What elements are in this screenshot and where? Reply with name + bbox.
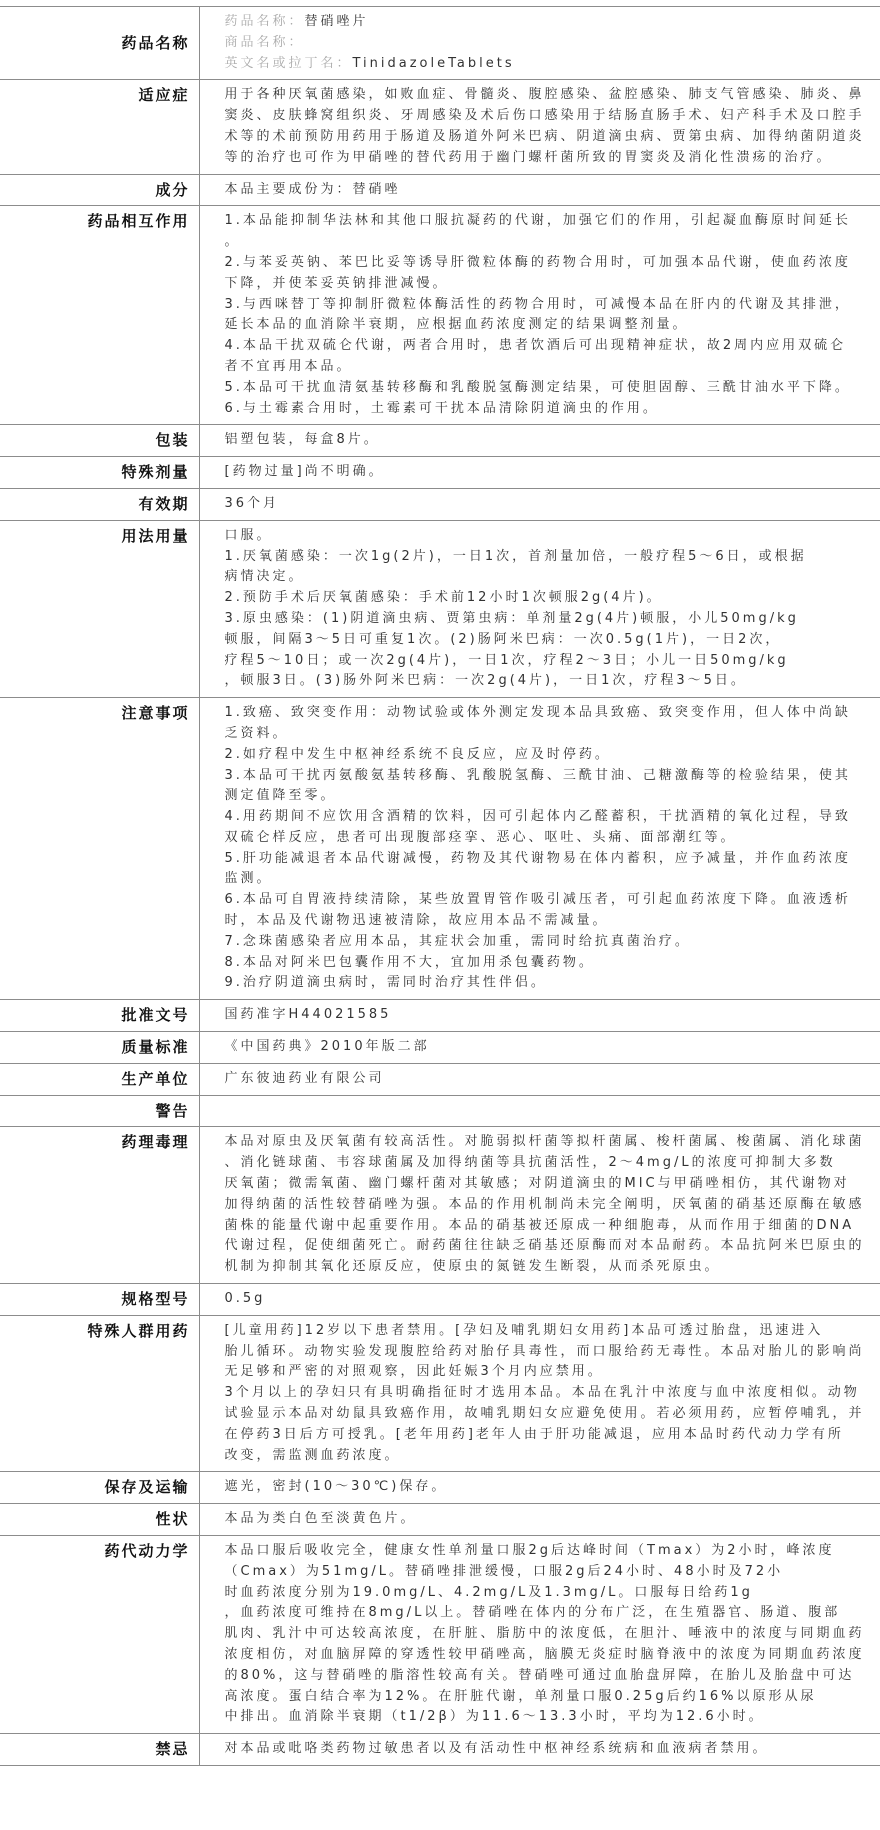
spec-row <box>0 1284 880 1316</box>
row-value <box>199 457 880 489</box>
spec-row <box>0 1315 880 1472</box>
spec-row <box>0 1472 880 1504</box>
spec-row <box>0 1000 880 1032</box>
row-value <box>199 1095 880 1127</box>
row-label: 性状 <box>0 1504 199 1536</box>
row-label: 特殊人群用药 <box>0 1315 199 1472</box>
text-line: 《中国药典》2010年版二部 <box>224 1039 430 1055</box>
text-line: 7.念珠菌感染者应用本品，其症状会加重，需同时给抗真菌治疗。 <box>224 933 691 949</box>
row-value <box>199 1504 880 1536</box>
row-label: 适应症 <box>0 80 199 174</box>
text-line: 者不宜再用本品。 <box>224 358 353 374</box>
spec-row <box>0 457 880 489</box>
text-line: 、消化链球菌、韦容球菌属及加得纳菌等具抗菌活性，2～4mg/L的浓度可抑制大多数 <box>224 1155 836 1171</box>
text-line: 2.如疗程中发生中枢神经系统不良反应，应及时停药。 <box>224 746 611 762</box>
text-line: 9.治疗阴道滴虫病时，需同时治疗其性伴侣。 <box>224 975 547 991</box>
text-line: 3.原虫感染：(1)阴道滴虫病、贾第虫病：单剂量2g(4片)顿服，小儿50mg/kg <box>224 610 799 626</box>
spec-row-drug-name <box>0 7 880 80</box>
spec-row <box>0 1032 880 1064</box>
row-label: 警告 <box>0 1095 199 1127</box>
text-line: 监测。 <box>224 871 273 887</box>
field-key: 药品名称： <box>224 14 305 29</box>
text-line: 改变，需监测血药浓度。 <box>224 1447 401 1463</box>
text-line: [药物过量]尚不明确。 <box>224 464 385 480</box>
row-label: 保存及运输 <box>0 1472 199 1504</box>
row-label: 药理毒理 <box>0 1127 199 1284</box>
spec-row <box>0 488 880 520</box>
text-line: 1.厌氧菌感染：一次1g(2片)，一日1次，首剂量加倍，一般疗程5～6日，或根据 <box>224 548 807 564</box>
text-line: 中排出。血消除半衰期（t1/2β）为11.6～13.3小时，平均为12.6小时。 <box>224 1709 765 1725</box>
row-label: 成分 <box>0 174 199 206</box>
text-line: 。 <box>224 234 241 250</box>
spec-row <box>0 1536 880 1734</box>
text-line: 2.预防手术后厌氧菌感染：手术前12小时1次顿服2g(4片)。 <box>224 590 663 606</box>
text-line: 双硫仑样反应，患者可出现腹部痉挛、恶心、呕吐、头痛、面部潮红等。 <box>224 829 737 845</box>
drug-spec-table <box>0 6 880 1766</box>
row-value <box>199 1127 880 1284</box>
text-line: 3个月以上的孕妇只有具明确指征时才选用本品。本品在乳汁中浓度与血中浓度相似。动物 <box>224 1385 860 1401</box>
text-line: 的80%，这与替硝唑的脂溶性较高有关。替硝唑可通过血胎盘屏障，在胎儿及胎盘中可达 <box>224 1667 855 1683</box>
field-key: 英文名或拉丁名： <box>224 55 353 71</box>
text-line: 顿服，间隔3～5日可重复1次。(2)肠阿米巴病：一次0.5g(1片)，一日2次， <box>224 631 782 647</box>
row-label: 特殊剂量 <box>0 457 199 489</box>
spec-row <box>0 174 880 206</box>
text-line: 6.本品可自胃液持续清除，某些放置胃管作吸引减压者，可引起血药浓度下降。血液透析 <box>224 892 851 908</box>
row-value <box>199 488 880 520</box>
text-line: 1.致癌、致突变作用：动物试验或体外测定发现本品具致癌、致突变作用，但人体中尚缺 <box>224 705 851 721</box>
text-line: 3.与西咪替丁等抑制肝微粒体酶活性的药物合用时，可减慢本品在肝内的代谢及其排泄， <box>224 296 851 312</box>
text-line: 在停药3日后方可授乳。[老年用药]老年人由于肝功能减退，应用本品时药代动力学有所 <box>224 1426 844 1442</box>
text-line: 本品主要成份为：替硝唑 <box>224 181 401 197</box>
name-field-english <box>225 54 880 75</box>
text-line: 2.与苯妥英钠、苯巴比妥等诱导肝微粒体酶的药物合用时，可加强本品代谢，使血药浓度 <box>224 254 851 270</box>
spec-row <box>0 1734 880 1766</box>
spec-row <box>0 80 880 174</box>
text-line: 4.本品干扰双硫仑代谢，两者合用时，患者饮酒后可出现精神症状，故2周内应用双硫仑 <box>224 338 847 354</box>
text-line: 病情决定。 <box>224 569 305 585</box>
text-line: 试验显示本品对幼鼠具致癌作用，故哺乳期妇女应避免使用。若必须用药，应暂停哺乳，并 <box>224 1406 865 1422</box>
row-label: 药品相互作用 <box>0 206 199 425</box>
text-line: 疗程5～10日；或一次2g(4片)，一日1次，疗程2～3日；小儿一日50mg/kg <box>224 652 789 668</box>
row-value <box>199 698 880 1000</box>
text-line: 胎儿循环。动物实验发现腹腔给药对胎仔具毒性，而口服给药无毒性。本品对胎儿的影响尚 <box>224 1343 865 1359</box>
text-line: 代谢过程，促使细菌死亡。耐药菌往往缺乏硝基还原酶而对本品耐药。本品抗阿米巴原虫的 <box>224 1238 865 1254</box>
text-line: 机制为抑制其氧化还原反应，使原虫的氮链发生断裂，从而杀死原虫。 <box>224 1259 721 1275</box>
text-line: 本品为类白色至淡黄色片。 <box>224 1511 417 1527</box>
text-line: 乏资料。 <box>224 725 289 741</box>
row-value <box>199 1032 880 1064</box>
field-value: TinidazoleTablets <box>352 55 515 71</box>
row-value <box>199 80 880 174</box>
text-line: 高浓度。蛋白结合率为12%。在肝脏代谢，单剂量口服0.25g后约16%以原形从尿 <box>224 1688 817 1704</box>
text-line: ，血药浓度可维持在8mg/L以上。替硝唑在体内的分布广泛，在生殖器官、肠道、腹部 <box>224 1605 841 1621</box>
text-line: 肌肉、乳汁中可达较高浓度，在肝脏、脂肪中的浓度低，在胆汁、唾液中的浓度与同期血药 <box>224 1626 865 1642</box>
row-label: 注意事项 <box>0 698 199 1000</box>
row-value <box>199 1063 880 1095</box>
text-line: 36个月 <box>224 495 280 511</box>
text-line: 6.与土霉素合用时，土霉素可干扰本品清除阴道滴虫的作用。 <box>224 400 659 416</box>
row-value <box>199 1734 880 1766</box>
spec-row <box>0 425 880 457</box>
row-value <box>199 520 880 697</box>
text-line: 对本品或吡咯类药物过敏患者以及有活动性中枢神经系统病和血液病者禁用。 <box>224 1741 769 1757</box>
row-value <box>199 1536 880 1734</box>
text-line: 8.本品对阿米巴包囊作用不大，宜加用杀包囊药物。 <box>224 954 595 970</box>
name-field-generic <box>225 12 880 33</box>
text-line: 菌株的能量代谢中起重要作用。本品的硝基被还原成一种细胞毒，从而作用于细菌的DNA <box>224 1217 855 1233</box>
row-value <box>199 425 880 457</box>
row-value <box>199 206 880 425</box>
text-line: 0.5g <box>224 1291 266 1307</box>
row-value <box>199 174 880 206</box>
text-line: 1.本品能抑制华法林和其他口服抗凝药的代谢，加强它们的作用，引起凝血酶原时间延长 <box>224 213 851 229</box>
field-value: 替硝唑片 <box>304 14 369 29</box>
text-line: 测定值降至零。 <box>224 788 337 804</box>
row-value <box>199 7 880 80</box>
text-line: 延长本品的血消除半衰期，应根据血药浓度测定的结果调整剂量。 <box>224 317 689 333</box>
text-line: 等的治疗也可作为甲硝唑的替代药用于幽门螺杆菌所致的胃窦炎及消化性溃疡的治疗。 <box>224 149 833 165</box>
text-line: 时，本品及代谢物迅速被清除，故应用本品不需减量。 <box>224 913 609 929</box>
row-value <box>199 1284 880 1316</box>
row-value <box>199 1000 880 1032</box>
text-line: ，顿服3日。(3)肠外阿米巴病：一次2g(4片)，一日1次，疗程3～5日。 <box>224 673 747 689</box>
text-line: 用于各种厌氧菌感染，如败血症、骨髓炎、腹腔感染、盆腔感染、肺支气管感染、肺炎、鼻 <box>224 87 865 103</box>
text-line: 浓度相仿，对血脑屏障的穿透性较甲硝唑高，脑膜无炎症时脑脊液中的浓度为同期血药浓度 <box>224 1646 865 1662</box>
row-value <box>199 1472 880 1504</box>
text-line: 4.用药期间不应饮用含酒精的饮料，因可引起体内乙醛蓄积，干扰酒精的氧化过程，导致 <box>224 809 851 825</box>
spec-row <box>0 1063 880 1095</box>
text-line: 时血药浓度分别为19.0mg/L、4.2mg/L及1.3mg/L。口服每日给药1g <box>224 1584 753 1600</box>
row-label: 用法用量 <box>0 520 199 697</box>
spec-row <box>0 520 880 697</box>
spec-row <box>0 1095 880 1127</box>
text-line: 加得纳菌的活性较替硝唑为强。本品的作用机制尚未完全阐明，厌氧菌的硝基还原酶在敏感 <box>224 1196 865 1212</box>
spec-row <box>0 206 880 425</box>
text-line <box>225 1101 880 1122</box>
spec-row <box>0 1504 880 1536</box>
text-line: 本品口服后吸收完全，健康女性单剂量口服2g后达峰时间（Tmax）为2小时，峰浓度 <box>224 1543 835 1558</box>
text-line: 广东彼迪药业有限公司 <box>224 1070 385 1086</box>
row-label: 规格型号 <box>0 1284 199 1316</box>
text-line: [儿童用药]12岁以下患者禁用。[孕妇及哺乳期妇女用药]本品可透过胎盘，迅速进入 <box>224 1322 824 1338</box>
text-line: 下降，并使苯妥英钠排泄减慢。 <box>224 275 449 291</box>
row-label: 批准文号 <box>0 1000 199 1032</box>
text-line: 遮光，密封(10～30℃)保存。 <box>224 1479 448 1495</box>
text-line: 术等的术前预防用药用于肠道及肠道外阿米巴病、阴道滴虫病、贾第虫病、加得纳菌阴道炎 <box>224 128 865 144</box>
text-line: 3.本品可干扰丙氨酸氨基转移酶、乳酸脱氢酶、三酰甘油、己糖激酶等的检验结果，使其 <box>224 767 851 783</box>
text-line: 厌氧菌；微需氧菌、幽门螺杆菌对其敏感；对阴道滴虫的MIC与甲硝唑相仿，其代谢物对 <box>224 1176 850 1192</box>
row-value <box>199 1315 880 1472</box>
field-key: 商品名称： <box>224 34 305 50</box>
text-line: 5.本品可干扰血清氨基转移酶和乳酸脱氢酶测定结果，可使胆固醇、三酰甘油水平下降。 <box>224 379 851 395</box>
row-label: 质量标准 <box>0 1032 199 1064</box>
text-line: 铝塑包装，每盒8片。 <box>224 432 380 448</box>
text-line: 口服。 <box>224 527 273 543</box>
text-line: 窦炎、皮肤蜂窝组织炎、牙周感染及术后伤口感染用于结肠直肠手术、妇产科手术及口腔手 <box>224 108 865 124</box>
text-line: 5.肝功能减退者本品代谢减慢，药物及其代谢物易在体内蓄积，应予减量，并作血药浓度 <box>224 850 851 866</box>
text-line: 无足够和严密的对照观察，因此妊娠3个月内应禁用。 <box>224 1364 604 1380</box>
row-label: 药品名称 <box>0 7 199 80</box>
row-label: 禁忌 <box>0 1734 199 1766</box>
row-label: 有效期 <box>0 488 199 520</box>
spec-row <box>0 1127 880 1284</box>
row-label: 生产单位 <box>0 1063 199 1095</box>
row-label: 药代动力学 <box>0 1536 199 1734</box>
spec-row <box>0 698 880 1000</box>
text-line: 本品对原虫及厌氧菌有较高活性。对脆弱拟杆菌等拟杆菌属、梭杆菌属、梭菌属、消化球菌 <box>224 1134 865 1150</box>
name-field-trade <box>225 33 880 54</box>
text-line: 国药准字H44021585 <box>224 1007 392 1023</box>
text-line: （Cmax）为51mg/L。替硝唑排泄缓慢，口服2g后24小时、48小时及72小 <box>224 1563 784 1579</box>
row-label: 包装 <box>0 425 199 457</box>
